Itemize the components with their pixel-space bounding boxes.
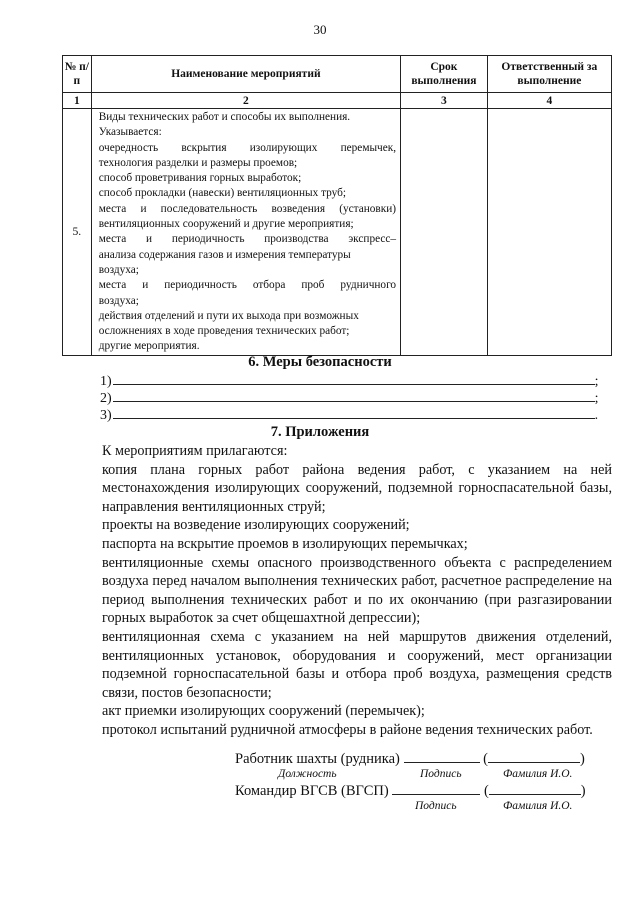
caption-signature: Подпись [415,800,457,812]
signature-line [404,750,480,763]
appendix-item: протокол испытаний рудничной атмосферы в районе ведения технических работ. [102,721,593,738]
fill-line [113,389,595,402]
description-line: анализа содержания газов и измерения температуры [98,248,351,261]
name-line [489,782,581,795]
description-line: воздуха; [98,294,139,307]
signature-worker [235,750,585,768]
appendix-item: вентиляционная схема с указанием на ней маршрутов движения отделений, вентиляционных установок, оборудования и сооружений, мест организации подземной горноспасательной базы и отбора проб воздуха, размещения средств связи, постов безопасности; [102,628,612,701]
name-line [488,750,580,763]
caption-signature: Подпись [420,768,462,780]
description-line: способ проветривания горных выработок; [98,172,302,185]
fill-line [113,406,595,419]
table-row [63,109,612,356]
row-deadline-cell [401,109,488,356]
column-numbers-row [63,93,612,109]
signature-line [392,782,480,795]
description-line: способ прокладки (навески) вентиляционных труб; [98,187,347,200]
safety-item-2 [100,389,599,407]
section-6-title: 6. Меры безопасности [248,354,392,370]
safety-item-3 [100,406,598,424]
description-line: воздуха; [98,263,139,276]
appendix-item: копия плана горных работ района ведения работ, с указанием на ней местонахождения изолирующих сооружений, подземной горноспасательной базы, направления вентиляционных струй; [102,461,612,515]
paren-open: ( [483,751,488,767]
column-number: 4 [487,93,611,109]
item-end: ; [594,374,599,389]
row-number: 5. [63,109,92,356]
section-7-title: 7. Приложения [270,424,370,440]
table-header-row [63,56,612,93]
description-line: осложнениях в ходе проведения технических работ; [98,325,350,338]
row-responsible-cell [487,109,611,356]
appendix-text [62,442,612,740]
caption-position: Должность [278,768,337,780]
paren-close: ) [580,783,586,799]
description-line: Виды технических работ и способы их выполнения. [98,111,351,123]
description-line: места и последовательность возведения (установки) [98,202,397,215]
description-line: очередность вскрытия изолирующих перемычек, [98,141,397,154]
column-number: 1 [63,93,92,109]
signature-label: Командир ВГСВ (ВГСП) [235,783,389,799]
paren-close: ) [579,751,585,767]
description-line: другие мероприятия. [98,340,200,353]
measures-table [62,55,612,356]
appendix-item: акт приемки изолирующих сооружений (перемычек); [102,703,425,720]
appendix-item: паспорта на вскрытие проемов в изолирующих перемычках; [102,535,468,552]
description-line: Указывается: [98,126,162,139]
caption-name: Фамилия И.О. [503,800,573,812]
row-description [91,109,400,356]
fill-line [113,372,595,385]
safety-item-1 [100,372,599,390]
header-measures: Наименование мероприятий [91,56,400,93]
description-line: технология разделки и размеры проемов; [98,156,298,169]
column-number: 3 [401,93,488,109]
appendix-item: проекты на возведение изолирующих сооружений; [102,517,410,534]
caption-name: Фамилия И.О. [503,768,573,780]
header-responsible: Ответственный за выполнение [487,56,611,93]
item-end: . [594,408,599,423]
header-deadline: Срок выполнения [401,56,488,93]
page-number: 30 [313,22,327,37]
appendix-item: вентиляционные схемы опасного производственного объекта с распределением воздуха перед началом выполнения технических работ, расчетное распределение на период выполнения технических работ и по их окончанию (при разгазировании горных выработок за счет общешахтной депрессии); [102,554,612,627]
appendix-list [62,461,612,740]
description-line: действия отделений и пути их выхода при возможных [98,309,359,322]
appendix-intro: К мероприятиям прилагаются: [102,443,288,459]
item-number: 1) [100,374,112,389]
item-number: 3) [100,408,112,423]
signature-label: Работник шахты (рудника) [235,751,400,767]
header-number: № п/п [63,56,92,93]
column-number: 2 [91,93,400,109]
description-line: места и периодичность отбора проб рудничного [98,279,397,292]
paren-open: ( [483,783,489,799]
signature-commander [235,782,586,800]
description-line: места и периодичность производства экспресс– [98,233,397,246]
description-line: вентиляционных сооружений и другие мероприятия; [98,218,354,231]
item-number: 2) [100,391,112,406]
item-end: ; [594,391,599,406]
